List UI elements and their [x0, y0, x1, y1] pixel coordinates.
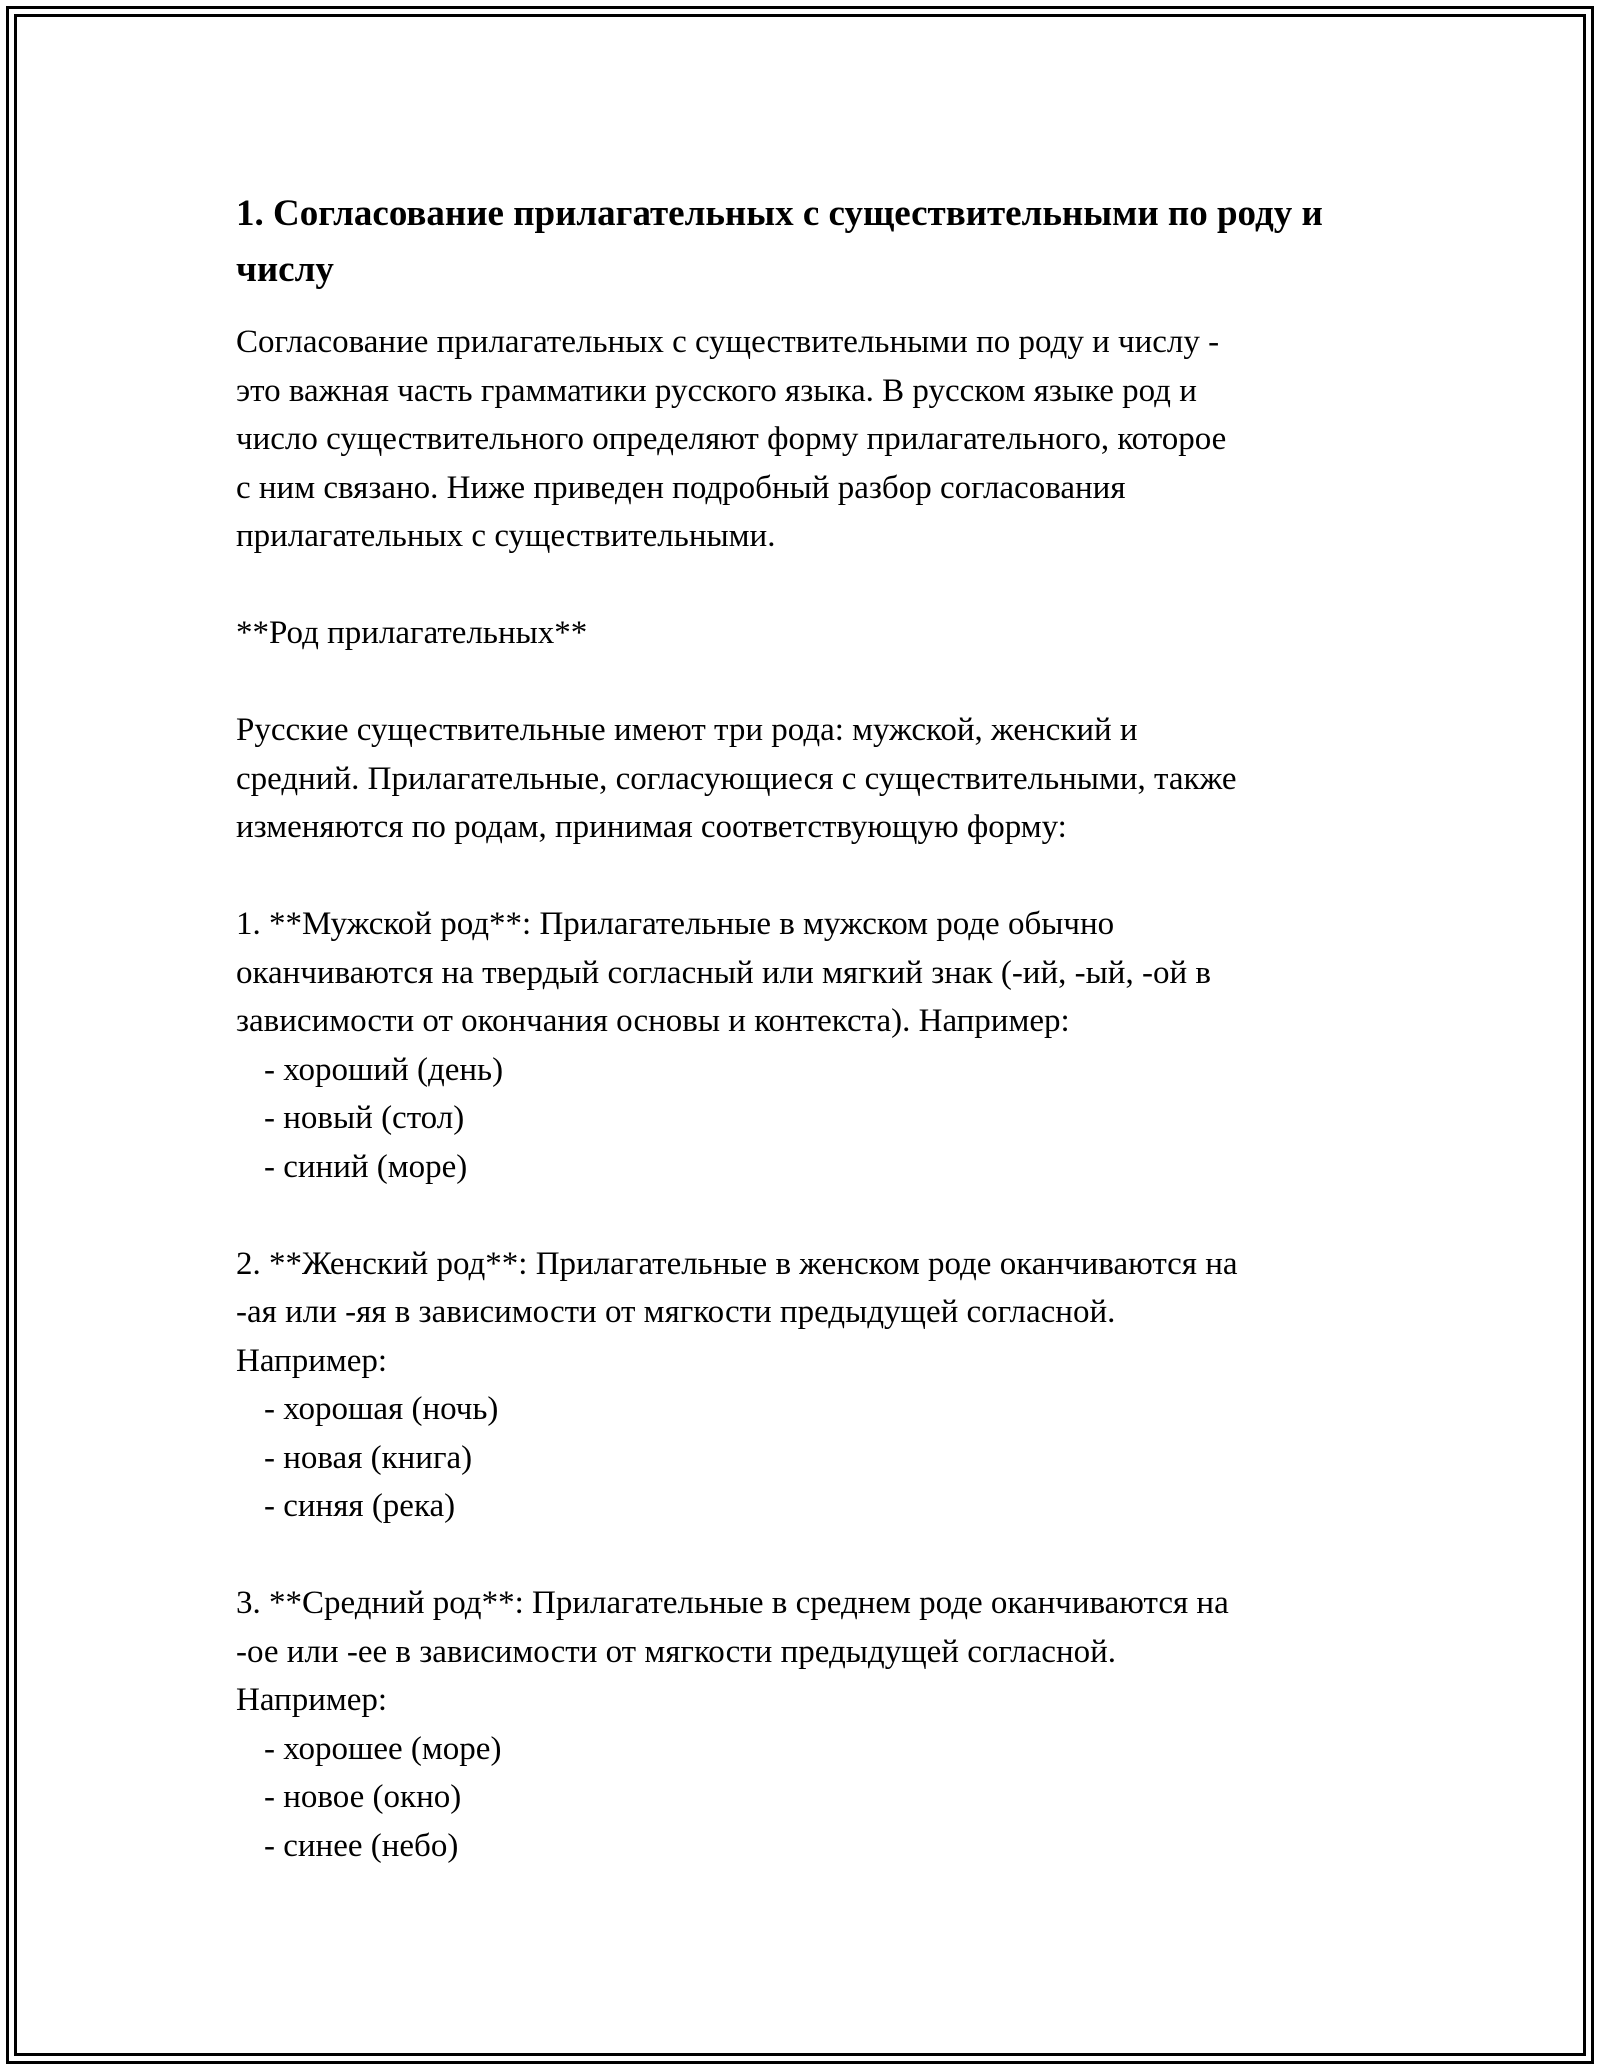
section-intro-paragraph: Русские существительные имеют три рода: мужской, женский и средний. Прилагательные, согласующиеся с существительными, также изменяются по родам, принимая соответствующую форму: — [236, 712, 1237, 845]
example-item: - хорошее (море) — [264, 1730, 502, 1767]
example-item: - новый (стол) — [264, 1100, 465, 1136]
gender-description: 2. **Женский род**: Прилагательные в женском роде оканчиваются на -ая или -яя в зависимости от мягкости предыдущей согласной. Например: — [236, 1245, 1238, 1379]
intro-paragraph: Согласование прилагательных с существительными по роду и числу - это важная часть грамматики русского языка. В русском языке род и число существительного определяют форму прилагательного, которое с ним связано. Ниже приведен подробный разбор согласования прилагательных с существительными. — [236, 324, 1227, 554]
gender-description: 1. **Мужской род**: Прилагательные в мужском роде обычно оканчиваются на твердый согласный или мягкий знак (-ий, -ый, -ой в зависимости от окончания основы и контекста). Например: — [236, 906, 1211, 1039]
gender-block-masculine — [236, 900, 1366, 1191]
gender-block-feminine — [236, 1240, 1366, 1531]
example-item: - новая (книга) — [264, 1439, 473, 1476]
example-item: - хороший (день) — [264, 1051, 504, 1088]
example-item: - синий (море) — [264, 1148, 468, 1185]
example-list — [236, 1385, 1366, 1531]
example-item: - хорошая (ночь) — [264, 1391, 499, 1427]
example-item: - синяя (река) — [264, 1488, 456, 1524]
example-list — [236, 1725, 1366, 1871]
section-heading: **Род прилагательных** — [236, 615, 588, 651]
example-item: - новое (окно) — [264, 1779, 462, 1815]
gender-description: 3. **Средний род**: Прилагательные в среднем роде оканчиваются на -ое или -ее в зависимости от мягкости предыдущей согласной. Например: — [236, 1585, 1229, 1718]
example-item: - синее (небо) — [264, 1827, 459, 1864]
gender-block-neuter — [236, 1579, 1366, 1870]
document-title: 1. Согласование прилагательных с существительными по роду и числу — [236, 193, 1323, 290]
document-body — [236, 186, 1366, 1870]
example-list — [236, 1046, 1366, 1192]
